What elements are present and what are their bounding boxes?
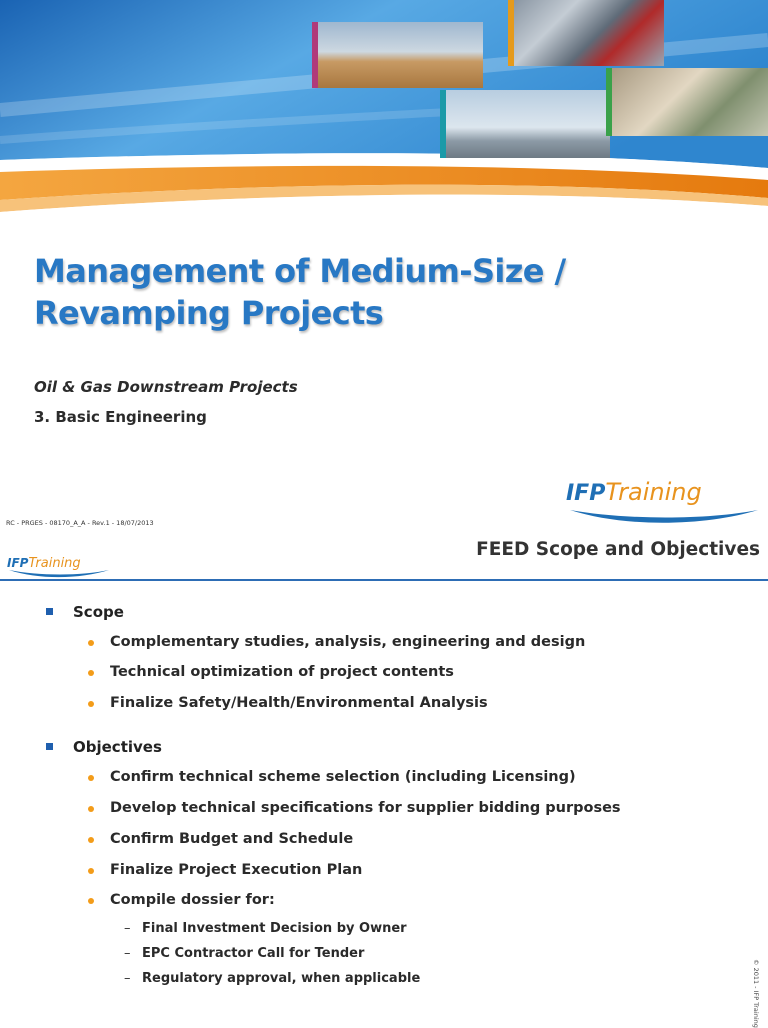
dash-bullet-icon: – [124, 946, 131, 961]
dot-bullet-icon [88, 806, 94, 812]
section-label: Objectives [73, 738, 162, 756]
dash-bullet-icon: – [124, 971, 131, 986]
dot-bullet-icon [88, 898, 94, 904]
dot-bullet-icon [88, 837, 94, 843]
copyright-notice [752, 951, 764, 1028]
content-slide [0, 535, 768, 1028]
list-item-text: Technical optimization of project contents [110, 664, 454, 680]
list-item-text: Finalize Project Execution Plan [110, 862, 363, 878]
sub-list-item-text: Final Investment Decision by Owner [142, 921, 407, 936]
module-label: 3. Basic Engineering [34, 408, 207, 426]
ifp-training-logo [566, 478, 762, 526]
square-bullet-icon [46, 608, 53, 615]
logo-text-training: Training [28, 556, 81, 571]
dot-bullet-icon [88, 670, 94, 676]
sub-list-item-text: EPC Contractor Call for Tender [142, 946, 365, 961]
list-item-text: Confirm technical scheme selection (including Licensing) [110, 769, 576, 785]
ifp-training-logo-small [7, 552, 111, 580]
dot-bullet-icon [88, 701, 94, 707]
copyright-text: © 2011 - IFP Training [752, 959, 760, 1028]
list-item-text: Compile dossier for: [110, 892, 275, 908]
title-divider [0, 579, 768, 581]
dot-bullet-icon [88, 640, 94, 646]
slide-title-line-1: Management of Medium-Size / [34, 252, 566, 290]
slide-subtitle: Oil & Gas Downstream Projects [34, 378, 298, 396]
sub-list-item-text: Regulatory approval, when applicable [142, 971, 421, 986]
logo-text-training: Training [605, 478, 702, 506]
list-item-text: Develop technical specifications for supplier bidding purposes [110, 800, 621, 816]
section-label: Scope [73, 603, 124, 621]
control-room-photo [606, 68, 768, 136]
oil-rig-photo [312, 22, 483, 88]
list-item-text: Complementary studies, analysis, engineering and design [110, 634, 586, 650]
slide-title-line-2: Revamping Projects [34, 294, 384, 332]
dot-bullet-icon [88, 868, 94, 874]
content-slide-title: FEED Scope and Objectives [476, 539, 760, 560]
slide-title [34, 250, 734, 334]
logo-swoosh-icon [566, 506, 762, 526]
logo-text-ifp: IFP [566, 481, 606, 506]
logo-text-ifp: IFP [7, 556, 29, 570]
list-item-text: Finalize Safety/Health/Environmental Analysis [110, 695, 488, 711]
square-bullet-icon [46, 743, 53, 750]
logo-swoosh-icon [7, 568, 111, 580]
refinery-photo [440, 90, 610, 158]
dash-bullet-icon: – [124, 921, 131, 936]
list-item-text: Confirm Budget and Schedule [110, 831, 354, 847]
document-reference: RC - PRGES - 08170_A_A - Rev.1 - 18/07/2013 [6, 519, 154, 527]
engine-photo [508, 0, 664, 66]
dot-bullet-icon [88, 775, 94, 781]
